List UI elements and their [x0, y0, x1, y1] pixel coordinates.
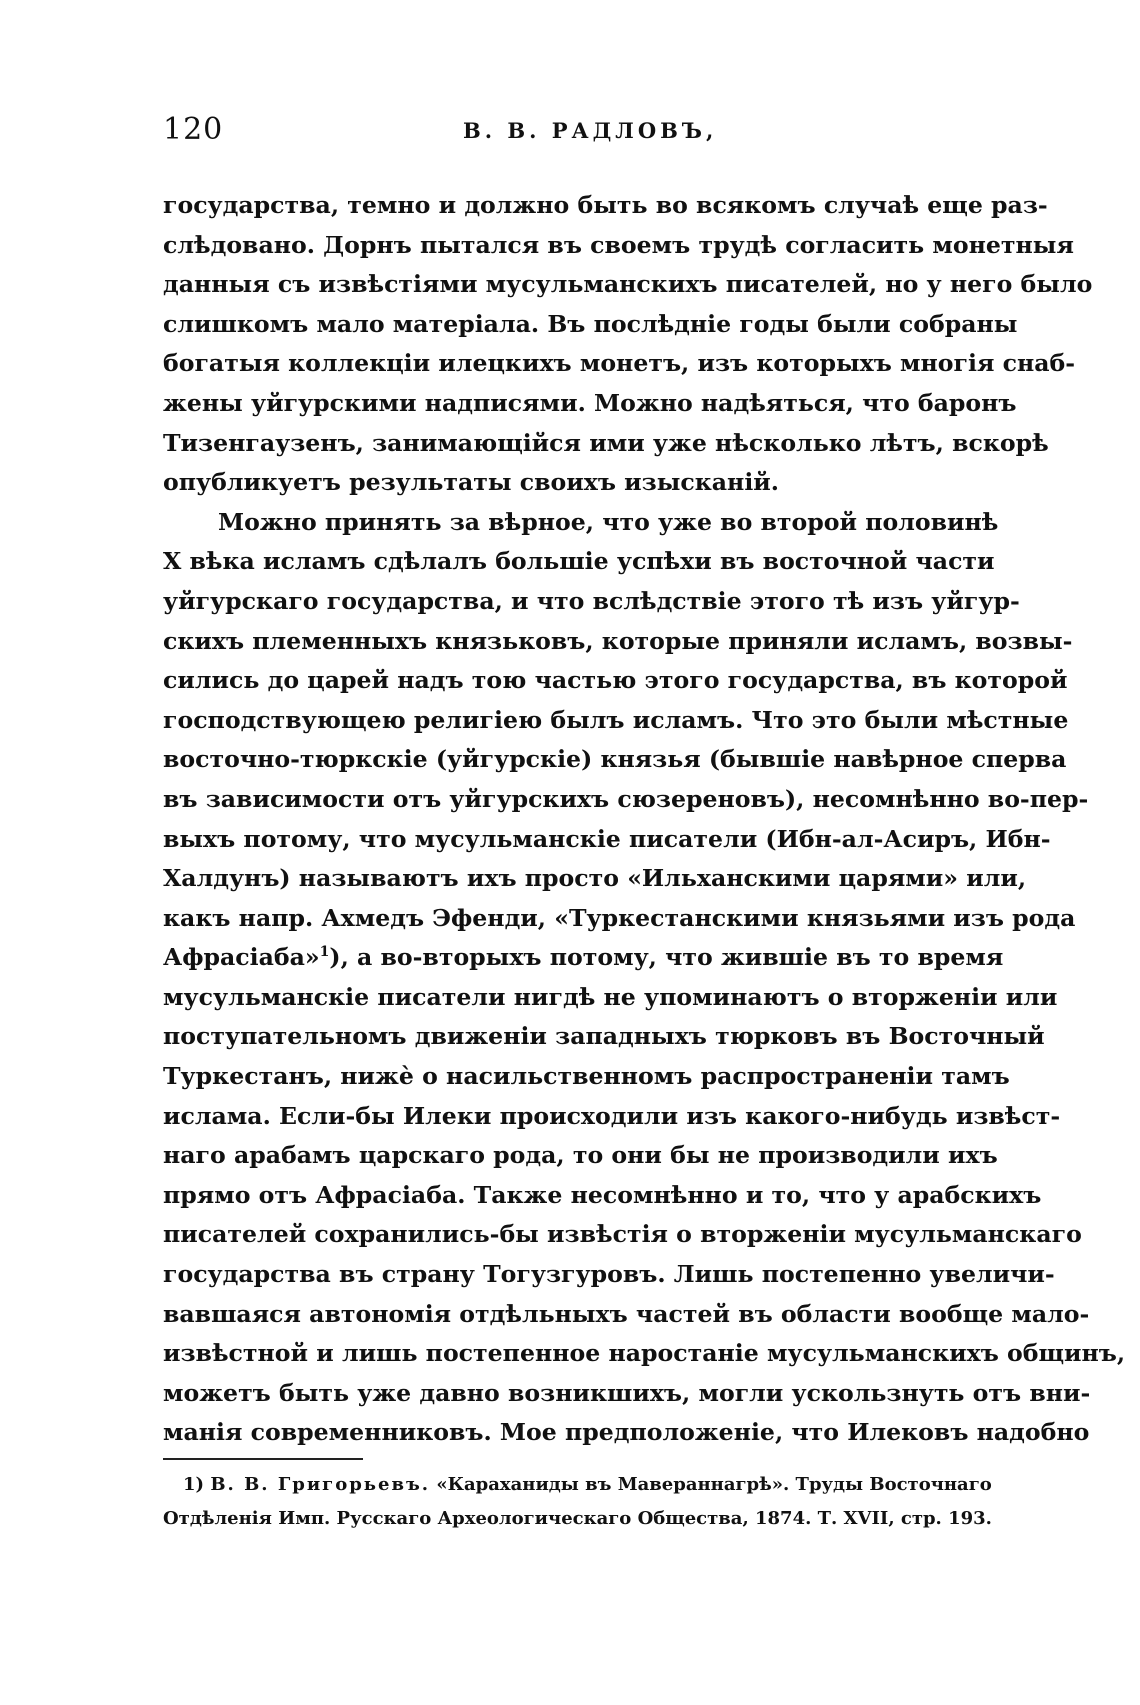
text-line: выхъ потому, что мусульманскіе писатели (Ибн-ал-Асиръ, Ибн- [163, 824, 1051, 853]
page-number: 120 [163, 112, 224, 147]
text-line: какъ напр. Ахмедъ Эфенди, «Туркестанскими князьями изъ рода [163, 903, 1076, 932]
footnote [163, 1468, 992, 1536]
text-line: жены уйгурскими надписями. Можно надѣяться, что баронъ [163, 388, 1017, 417]
text-fragment: ), а во-вторыхъ потому, что жившіе въ то время [329, 943, 1004, 972]
footnote-divider [163, 1458, 363, 1460]
text-line: государства, темно и должно быть во всякомъ случаѣ еще раз- [163, 191, 1048, 219]
text-line: слишкомъ мало матеріала. Въ послѣдніе годы были собраны [163, 309, 1018, 338]
text-line: Халдунъ) называютъ ихъ просто «Ильханскими царями» или, [163, 864, 1027, 893]
text-line: прямо отъ Афрасіаба. Также несомнѣнно и то, что у арабскихъ [163, 1180, 1042, 1209]
text-line: писателей сохранились-бы извѣстія о вторженіи мусульманскаго [163, 1220, 1082, 1249]
text-line: Можно принять за вѣрное, что уже во второй половинѣ [218, 507, 999, 536]
page-header [163, 112, 983, 156]
text-line: мусульманскіе писатели нигдѣ не упоминаютъ о вторженіи или [163, 982, 1058, 1011]
text-line: восточно-тюркскіе (уйгурскіе) князья (бывшіе навѣрное сперва [163, 745, 1067, 774]
text-line: опубликуетъ результаты своихъ изысканій. [163, 468, 779, 497]
text-line: ислама. Если-бы Илеки происходили изъ какого-нибудь извѣст- [163, 1101, 1061, 1130]
text-line: господствующею религіею былъ исламъ. Что это были мѣстные [163, 705, 1069, 734]
text-line: наго арабамъ царскаго рода, то они бы не производили ихъ [163, 1141, 998, 1170]
text-line: Туркестанъ, нижѐ о насильственномъ распространеніи тамъ [163, 1062, 1010, 1091]
main-text [163, 186, 1126, 1453]
footnote-reference[interactable]: 1 [319, 944, 330, 961]
footnote-marker: 1) [183, 1474, 205, 1495]
footnote-title: «Караханиды въ Мавераннагрѣ». Труды Восточнаго [436, 1474, 992, 1495]
text-fragment: Афрасіаба» [163, 943, 320, 972]
text-line: сились до царей надъ тою частью этого государства, въ которой [163, 666, 1068, 695]
text-line: скихъ племенныхъ князьковъ, которые приняли исламъ, возвы- [163, 626, 1073, 655]
paragraph-1 [163, 186, 1093, 503]
running-head: В. В. РАДЛОВЪ, [463, 118, 718, 143]
footnote-line: Отдѣленія Имп. Русскаго Археологическаго Общества, 1874. Т. XVII, стр. 193. [163, 1508, 992, 1529]
text-line: можетъ быть уже давно возникшихъ, могли ускользнуть отъ вни- [163, 1378, 1091, 1407]
text-line: поступательномъ движеніи западныхъ тюрковъ въ Восточный [163, 1022, 1045, 1051]
text-line: вавшаяся автономія отдѣльныхъ частей въ области вообще мало- [163, 1299, 1090, 1328]
text-line: государства въ страну Тогузгуровъ. Лишь постепенно увеличи- [163, 1260, 1055, 1289]
text-line: данныя съ извѣстіями мусульманскихъ писателей, но у него было [163, 270, 1093, 299]
footnote-author: В. В. Григорьевъ. [210, 1474, 431, 1495]
text-line: слѣдовано. Дорнъ пытался въ своемъ трудѣ согласить монетныя [163, 230, 1074, 259]
text-line: уйгурскаго государства, и что вслѣдствіе этого тѣ изъ уйгур- [163, 586, 1020, 615]
text-line: X вѣка исламъ сдѣлалъ большіе успѣхи въ восточной части [163, 547, 995, 576]
text-line: въ зависимости отъ уйгурскихъ сюзереновъ), несомнѣнно во-пер- [163, 784, 1089, 813]
text-line: манія современниковъ. Мое предположеніе, что Илековъ надобно [163, 1418, 1090, 1447]
paragraph-2 [163, 503, 1126, 1453]
text-line: Тизенгаузенъ, занимающійся ими уже нѣсколько лѣтъ, вскорѣ [163, 428, 1049, 457]
text-line-with-footnote-ref [163, 938, 1004, 978]
text-line: извѣстной и лишь постепенное наростаніе мусульманскихъ общинъ, [163, 1339, 1126, 1368]
text-line: богатыя коллекціи илецкихъ монетъ, изъ которыхъ многія снаб- [163, 349, 1076, 378]
footnote-line [163, 1468, 992, 1502]
